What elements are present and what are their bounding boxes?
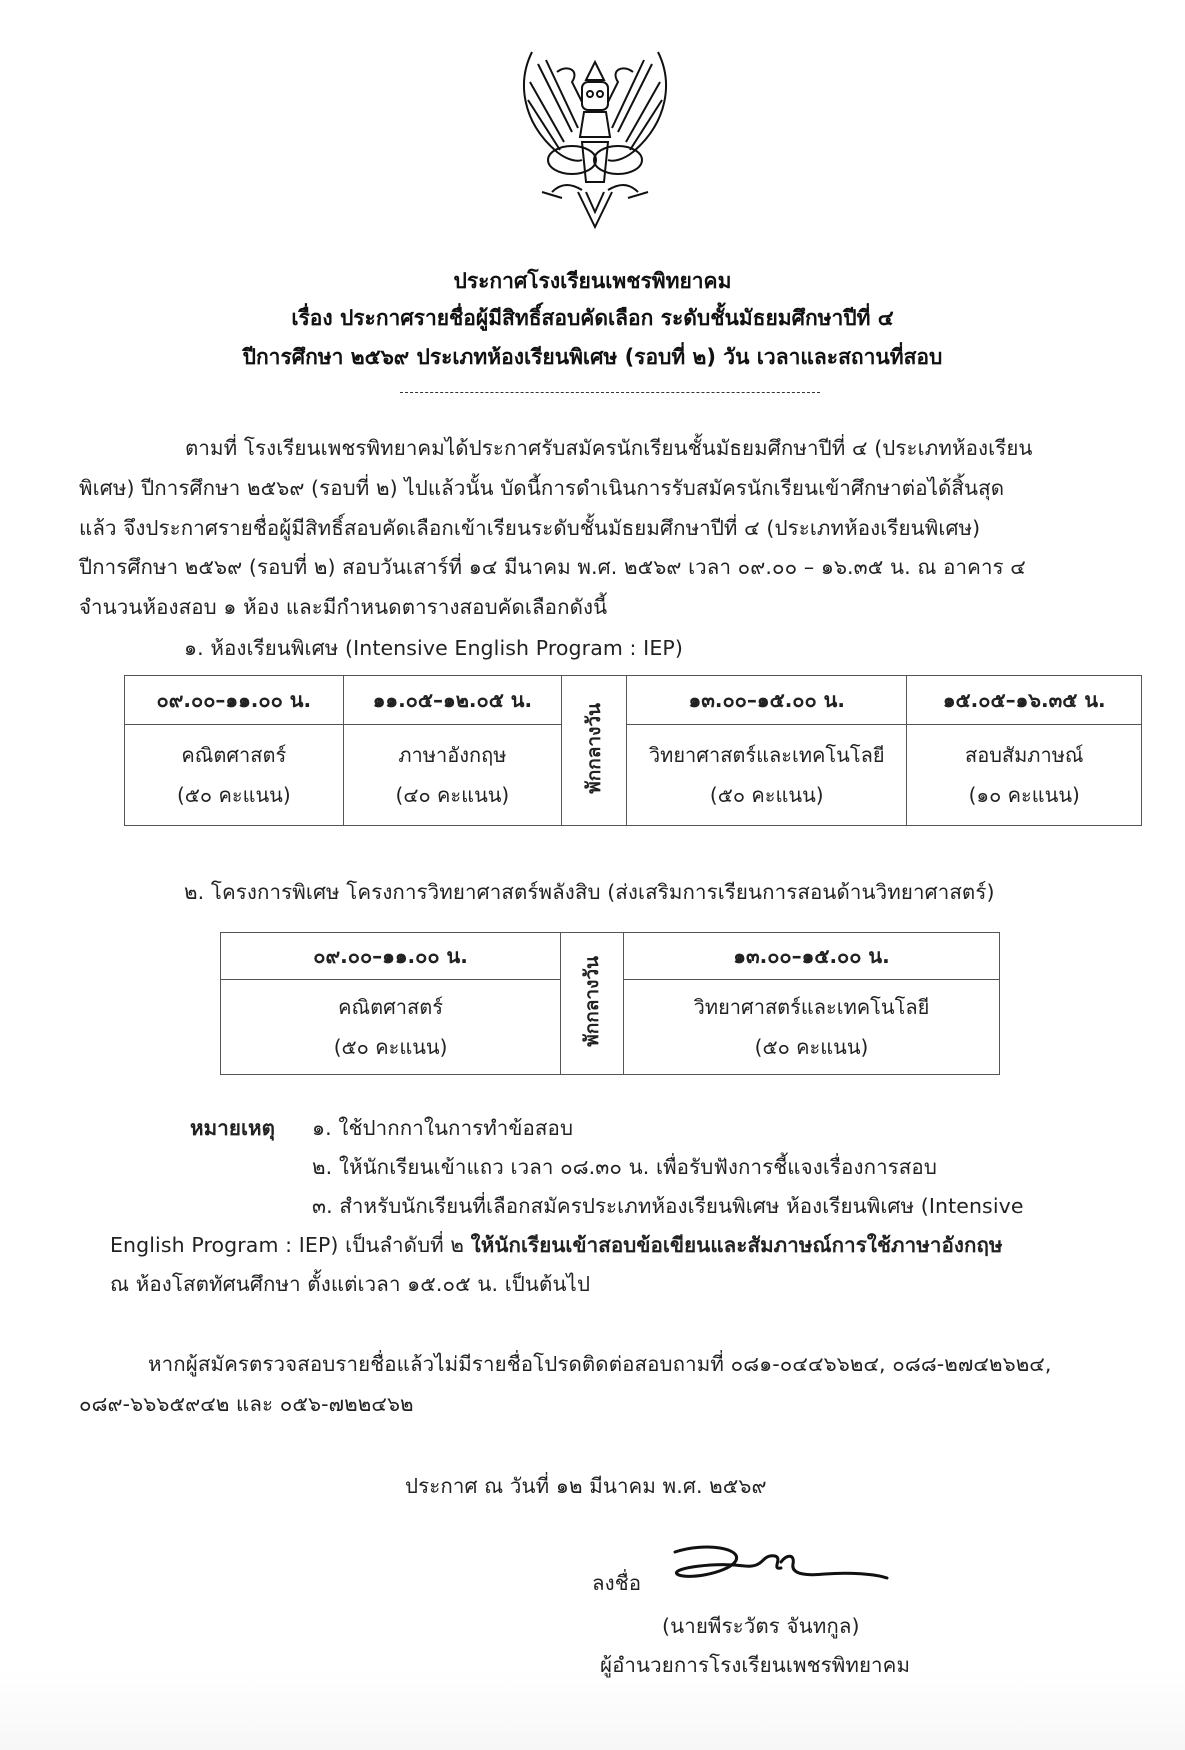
signatory-name: (นายพีระวัตร จันทกูล) [662, 1614, 860, 1638]
slot-subject-cell [907, 725, 1142, 826]
slot-score: (๕๐ คะแนน) [709, 783, 824, 807]
slot-subject-cell [343, 725, 562, 826]
lunch-break-cell [562, 676, 627, 826]
signatory-position: ผู้อำนวยการโรงเรียนเพชรพิทยาคม [600, 1653, 911, 1677]
schedule-2-table [220, 932, 1000, 1075]
schedule-2-heading: ๒. โครงการพิเศษ โครงการวิทยาศาสตร์พลังสิบ (ส่งเสริมการเรียนการสอนด้านวิทยาศาสตร์) [184, 880, 995, 904]
announcement-date: ประกาศ ณ วันที่ ๑๒ มีนาคม พ.ศ. ๒๕๖๙ [405, 1474, 767, 1498]
slot-score: (๔๐ คะแนน) [395, 783, 510, 807]
slot-subject: ภาษาอังกฤษ [398, 743, 507, 767]
slot-subject-cell [627, 725, 907, 826]
garuda-emblem-icon [512, 42, 678, 232]
body-line-5: จำนวนห้องสอบ ๑ ห้อง และมีกำหนดตารางสอบคัดเลือกดังนี้ [79, 595, 608, 619]
schedule-1-heading: ๑. ห้องเรียนพิเศษ (Intensive English Program : IEP) [184, 636, 683, 660]
title-line-2: เรื่อง ประกาศรายชื่อผู้มีสิทธิ์สอบคัดเลือก ระดับชั้นมัธยมศึกษาปีที่ ๔ [291, 306, 894, 330]
notes-label: หมายเหตุ [190, 1116, 276, 1140]
slot-time: ๐๙.๐๐–๑๑.๐๐ น. [221, 933, 561, 980]
note-item-3: ๓. สำหรับนักเรียนที่เลือกสมัครประเภทห้องเรียนพิเศษ ห้องเรียนพิเศษ (Intensive [312, 1194, 1024, 1218]
slot-time: ๐๙.๐๐–๑๑.๐๐ น. [125, 676, 344, 725]
body-line-1: ตามที่ โรงเรียนเพชรพิทยาคมได้ประกาศรับสมัครนักเรียนชั้นมัธยมศึกษาปีที่ ๔ (ประเภทห้องเรียน [185, 436, 1033, 460]
slot-time: ๑๓.๐๐–๑๕.๐๐ น. [627, 676, 907, 725]
note-item-3-line-3: ณ ห้องโสตทัศนศึกษา ตั้งแต่เวลา ๑๕.๐๕ น. เป็นต้นไป [110, 1272, 591, 1296]
lunch-break-cell [561, 933, 624, 1075]
note-item-3-emphasis: ให้นักเรียนเข้าสอบข้อเขียนและสัมภาษณ์การใช้ภาษาอังกฤษ [470, 1233, 1003, 1257]
note-item-3-text: English Program : IEP) เป็นลำดับที่ ๒ [110, 1233, 471, 1257]
schedule-1-table [124, 675, 1142, 826]
slot-subject: สอบสัมภาษณ์ [964, 743, 1084, 767]
sign-label: ลงชื่อ [592, 1571, 642, 1595]
contact-line-2: ๐๘๙-๖๖๖๕๙๔๒ และ ๐๕๖-๗๒๒๔๖๒ [79, 1392, 414, 1416]
body-line-3: แล้ว จึงประกาศรายชื่อผู้มีสิทธิ์สอบคัดเลือกเข้าเรียนระดับชั้นมัธยมศึกษาปีที่ ๔ (ประเภทห้องเรียนพิเศษ) [79, 516, 981, 540]
slot-time: ๑๑.๐๕–๑๒.๐๕ น. [343, 676, 562, 725]
slot-score: (๑๐ คะแนน) [968, 783, 1080, 807]
page-bottom-shade [0, 1670, 1185, 1750]
slot-subject-cell [221, 980, 561, 1075]
note-item-1: ๑. ใช้ปากกาในการทำข้อสอบ [312, 1116, 574, 1140]
note-item-3-line-2 [110, 1229, 1003, 1262]
slot-time: ๑๓.๐๐–๑๕.๐๐ น. [623, 933, 999, 980]
contact-line-1: หากผู้สมัครตรวจสอบรายชื่อแล้วไม่มีรายชื่อโปรดติดต่อสอบถามที่ ๐๘๑-๐๔๔๖๖๒๔, ๐๘๘-๒๗๔๒๖๒๔, [148, 1352, 1052, 1376]
title-divider [400, 392, 820, 393]
title-line-3: ปีการศึกษา ๒๕๖๙ ประเภทห้องเรียนพิเศษ (รอบที่ ๒) วัน เวลาและสถานที่สอบ [242, 345, 943, 369]
slot-subject: คณิตศาสตร์ [181, 743, 287, 767]
slot-subject-cell [125, 725, 344, 826]
title-line-1: ประกาศโรงเรียนเพชรพิทยาคม [453, 269, 732, 293]
slot-subject: คณิตศาสตร์ [338, 995, 443, 1019]
lunch-break-label: พักกลางวัน [581, 955, 604, 1047]
body-line-2: พิเศษ) ปีการศึกษา ๒๕๖๙ (รอบที่ ๒) ไปแล้วนั้น บัดนี้การดำเนินการรับสมัครนักเรียนเข้าศึกษาต่อได้สิ้นสุด [79, 476, 1005, 500]
slot-time: ๑๕.๐๕–๑๖.๓๕ น. [907, 676, 1142, 725]
slot-score: (๕๐ คะแนน) [176, 783, 291, 807]
slot-subject: วิทยาศาสตร์และเทคโนโลยี [693, 995, 930, 1019]
signature-icon [665, 1540, 895, 1600]
slot-score: (๕๐ คะแนน) [754, 1035, 869, 1059]
slot-subject-cell [623, 980, 999, 1075]
lunch-break-label: พักกลางวัน [583, 702, 606, 794]
slot-score: (๕๐ คะแนน) [333, 1035, 448, 1059]
body-line-4: ปีการศึกษา ๒๕๖๙ (รอบที่ ๒) สอบวันเสาร์ที่ ๑๔ มีนาคม พ.ศ. ๒๕๖๙ เวลา ๐๙.๐๐ – ๑๖.๓๕ น. ณ อาคาร ๔ [79, 555, 1026, 579]
slot-subject: วิทยาศาสตร์และเทคโนโลยี [648, 743, 885, 767]
note-item-2: ๒. ให้นักเรียนเข้าแถว เวลา ๐๘.๓๐ น. เพื่อรับฟังการชี้แจงเรื่องการสอบ [312, 1155, 937, 1179]
